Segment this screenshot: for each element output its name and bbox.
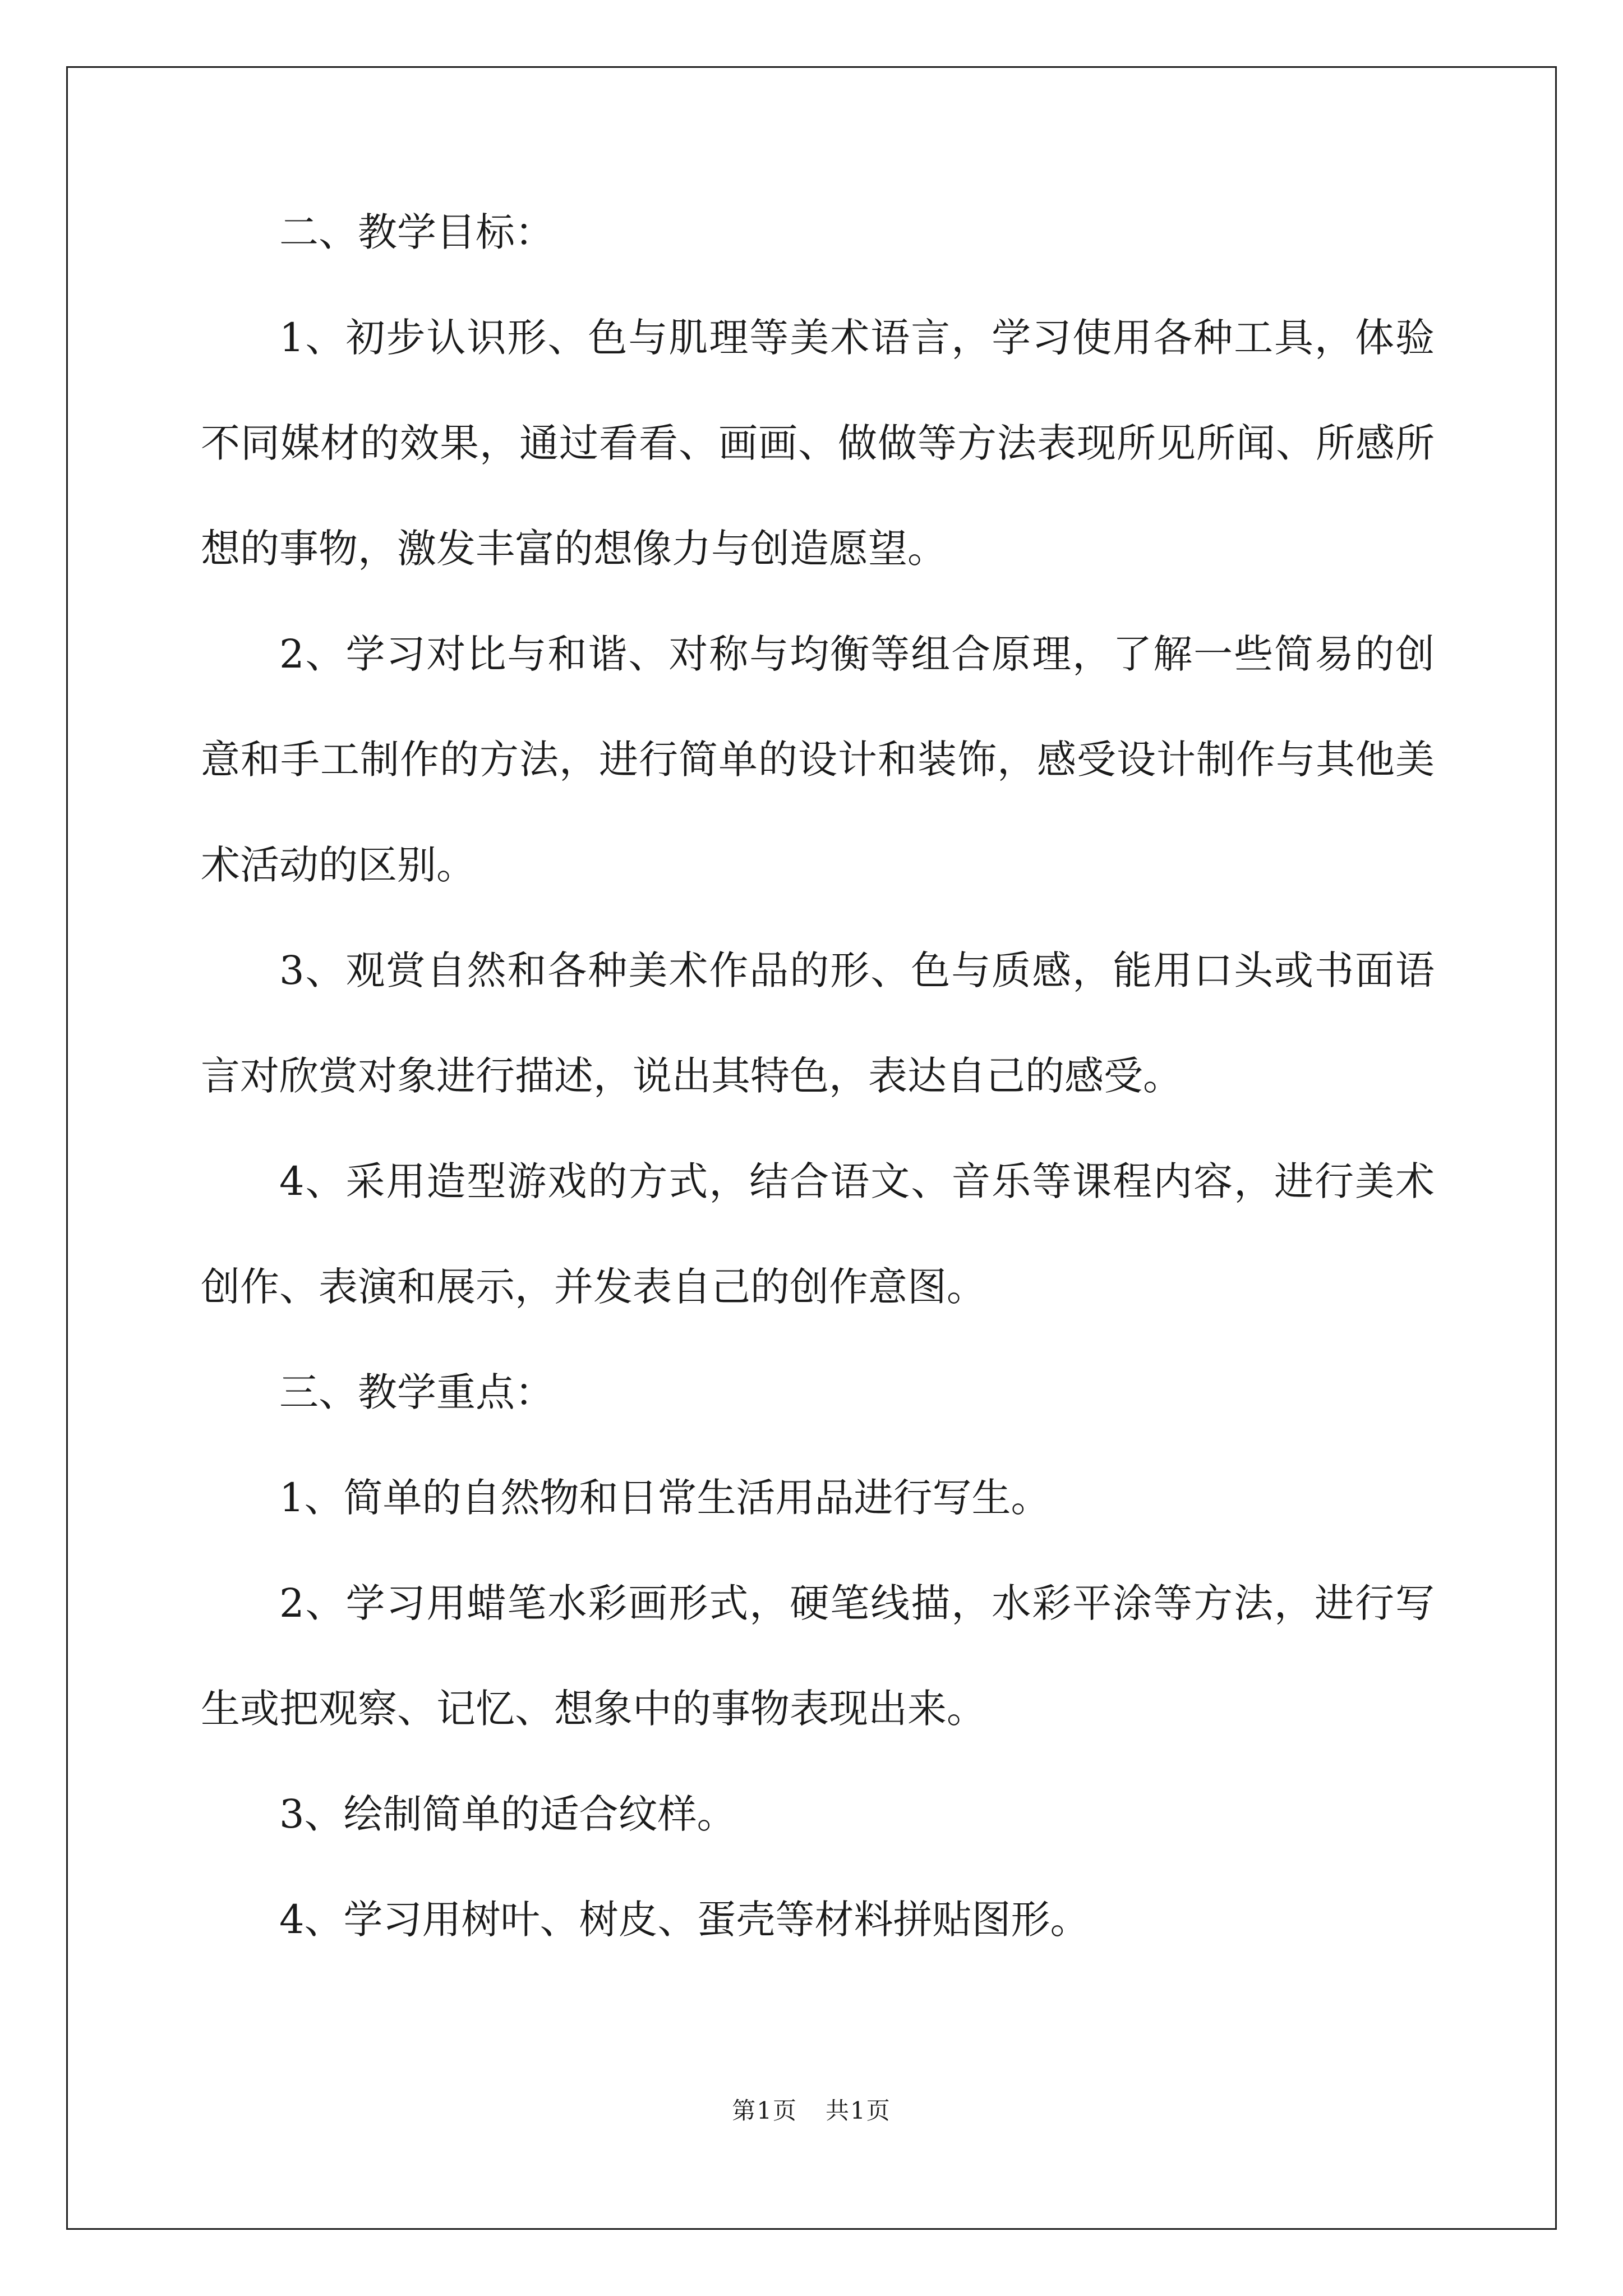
objective-item-3: 3、观赏自然和各种美术作品的形、色与质感，能用口头或书面语言对欣赏对象进行描述，说出其特色，表达自己的感受。 (201, 947, 1435, 1099)
objective-item-4: 4、采用造型游戏的方式，结合语文、音乐等课程内容，进行美术创作、表演和展示，并发表自己的创作意图。 (201, 1158, 1435, 1310)
page-number-total: 共1页 (826, 2097, 891, 2124)
section-heading-objectives: 二、教学目标： (279, 209, 554, 255)
key-point-item-4: 4、学习用树叶、树皮、蛋壳等材料拼贴图形。 (279, 1897, 1090, 1943)
objective-item-2: 2、学习对比与和谐、对称与均衡等组合原理，了解一些简易的创意和手工制作的方法，进行简单的设计和装饰，感受设计制作与其他美术活动的区别。 (201, 631, 1435, 888)
key-point-item-1: 1、简单的自然物和日常生活用品进行写生。 (279, 1475, 1050, 1521)
page-number-current: 第1页 (732, 2097, 797, 2124)
objective-item-1: 1、初步认识形、色与肌理等美术语言，学习使用各种工具，体验不同媒材的效果，通过看看、画画、做做等方法表现所见所闻、所感所想的事物，激发丰富的想像力与创造愿望。 (201, 315, 1435, 572)
page-footer (0, 2092, 1623, 2126)
document-body (201, 180, 1435, 1972)
section-heading-key-points: 三、教学重点： (279, 1369, 554, 1415)
key-point-item-3: 3、绘制简单的适合纹样。 (279, 1791, 736, 1837)
key-point-item-2: 2、学习用蜡笔水彩画形式，硬笔线描，水彩平涂等方法，进行写生或把观察、记忆、想象中的事物表现出来。 (201, 1580, 1435, 1732)
